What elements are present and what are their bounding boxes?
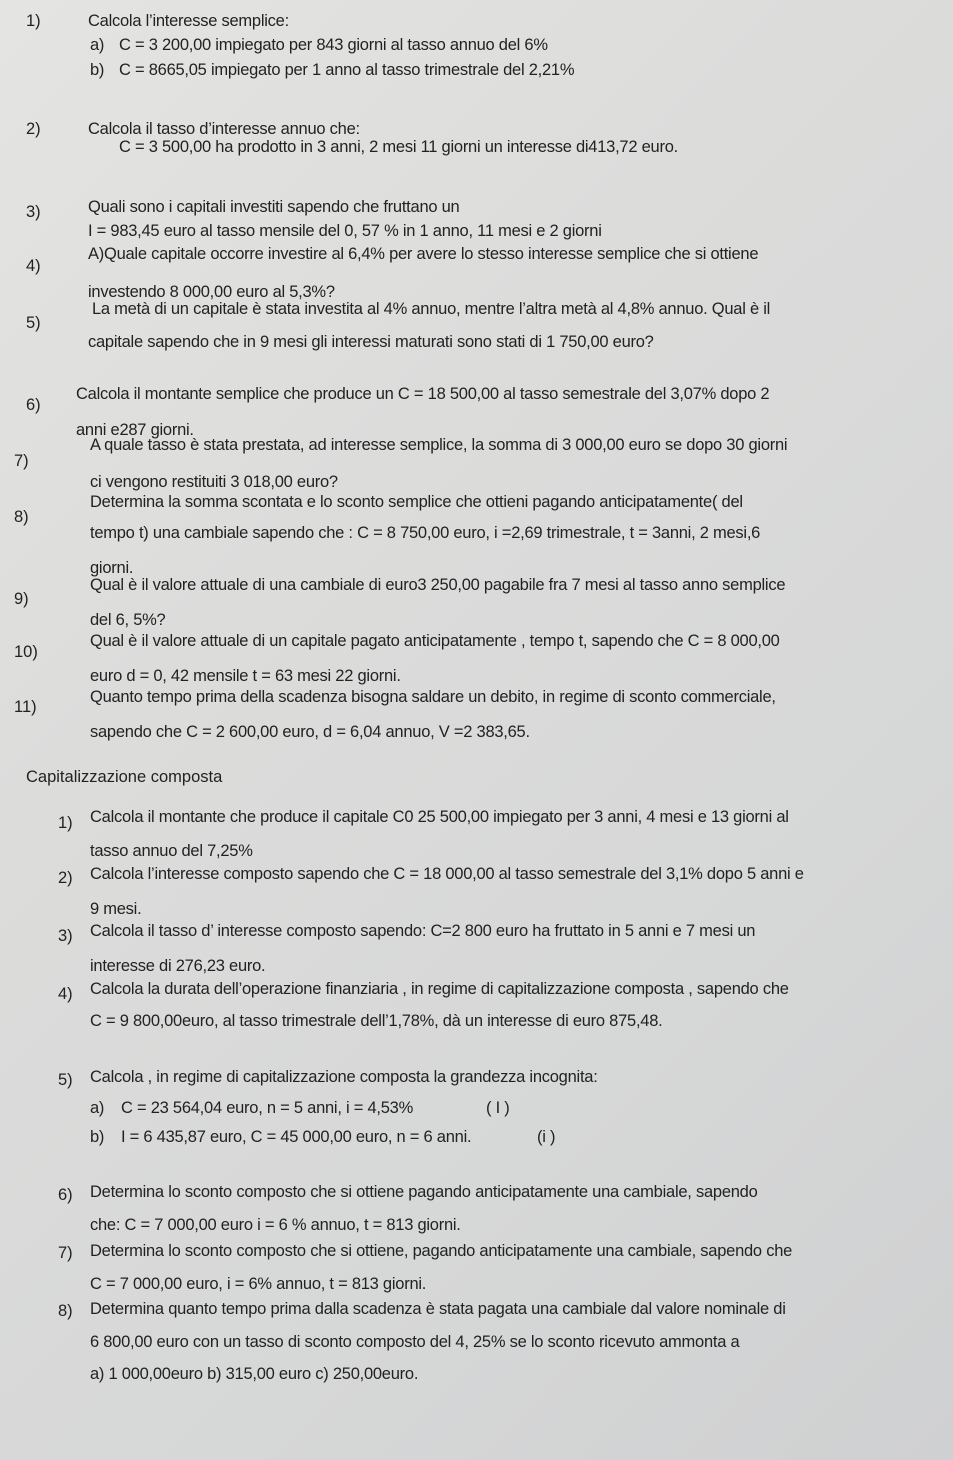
exercise-text: sapendo che C = 2 600,00 euro, d = 6,04 annuo, V =2 383,65. <box>90 723 530 741</box>
exercise-number: 2) <box>26 120 41 138</box>
sub-tag: ( I ) <box>486 1099 510 1117</box>
exercise-text: Calcola la durata dell’operazione finanziaria , in regime di capitalizzazione composta , sapendo che <box>90 980 789 998</box>
sub-text: C = 8665,05 impiegato per 1 anno al tasso trimestrale del 2,21% <box>119 61 575 79</box>
exercise-text: tasso annuo del 7,25% <box>90 842 253 860</box>
exercise-text: Qual è il valore attuale di un capitale pagato anticipatamente , tempo t, sapendo che C = 8 000,00 <box>90 632 780 650</box>
exercise-number: 8) <box>58 1302 73 1320</box>
sub-tag: (i ) <box>537 1128 556 1146</box>
exercise-number: 9) <box>14 590 29 608</box>
exercise-number: 7) <box>14 452 29 470</box>
exercise-number: 3) <box>26 203 41 221</box>
exercise-text: investendo 8 000,00 euro al 5,3%? <box>88 283 335 301</box>
exercise-text: C = 9 800,00euro, al tasso trimestrale dell’1,78%, dà un interesse di euro 875,48. <box>90 1012 663 1030</box>
exercise-text: Calcola l’interesse composto sapendo che C = 18 000,00 al tasso semestrale del 3,1% dopo 5 anni e <box>90 865 804 883</box>
exercise-number: 5) <box>26 314 41 332</box>
exercise-text: Determina lo sconto composto che si ottiene pagando anticipatamente una cambiale, sapendo <box>90 1183 758 1201</box>
exercise-text: Calcola il tasso d’ interesse composto sapendo: C=2 800 euro ha fruttato in 5 anni e 7 mesi un <box>90 922 756 940</box>
exercise-text: ci vengono restituiti 3 018,00 euro? <box>90 473 338 491</box>
exercise-number: 4) <box>58 985 73 1003</box>
sub-label: b) <box>90 1128 105 1146</box>
exercise-text: Quanto tempo prima della scadenza bisogna saldare un debito, in regime di sconto commerciale, <box>90 688 776 706</box>
exercise-text: Calcola il tasso d’interesse annuo che: <box>88 120 360 138</box>
exercise-text: Calcola , in regime di capitalizzazione composta la grandezza incognita: <box>90 1068 598 1086</box>
sub-label: a) <box>90 1099 105 1117</box>
exercise-text: Calcola l’interesse semplice: <box>88 12 289 30</box>
exercise-text: C = 7 000,00 euro, i = 6% annuo, t = 813 giorni. <box>90 1275 427 1293</box>
exercise-number: 5) <box>58 1071 73 1089</box>
sub-text: C = 3 200,00 impiegato per 843 giorni al tasso annuo del 6% <box>119 36 548 54</box>
exercise-text: Determina la somma scontata e lo sconto semplice che ottieni pagando anticipatamente( del <box>90 493 743 511</box>
exercise-text: La metà di un capitale è stata investita al 4% annuo, mentre l’altra metà al 4,8% annuo. Qual è il <box>92 300 771 318</box>
exercise-number: 8) <box>14 508 29 526</box>
exercise-number: 7) <box>58 1244 73 1262</box>
exercise-number: 10) <box>14 643 38 661</box>
exercise-number: 6) <box>26 396 41 414</box>
exercise-text: Determina lo sconto composto che si ottiene, pagando anticipatamente una cambiale, sapendo che <box>90 1242 793 1260</box>
exercise-number: 1) <box>26 12 41 30</box>
exercise-text: 6 800,00 euro con un tasso di sconto composto del 4, 25% se lo sconto ricevuto ammonta a <box>90 1333 740 1351</box>
exercise-text: interesse di 276,23 euro. <box>90 957 266 975</box>
exercise-text: euro d = 0, 42 mensile t = 63 mesi 22 giorni. <box>90 667 401 685</box>
exercise-text: Calcola il montante che produce il capitale C0 25 500,00 impiegato per 3 anni, 4 mesi e 13 giorni al <box>90 808 789 826</box>
exercise-number: 11) <box>14 698 37 716</box>
exercise-text: A)Quale capitale occorre investire al 6,4% per avere lo stesso interesse semplice che si ottiene <box>88 245 759 263</box>
exercise-text: Determina quanto tempo prima dalla scadenza è stata pagata una cambiale dal valore nominale di <box>90 1300 786 1318</box>
exercise-text: I = 983,45 euro al tasso mensile del 0, 57 % in 1 anno, 11 mesi e 2 giorni <box>88 222 602 240</box>
exercise-text: 9 mesi. <box>90 900 142 918</box>
exercise-number: 4) <box>26 257 41 275</box>
exercise-text: C = 3 500,00 ha prodotto in 3 anni, 2 mesi 11 giorni un interesse di413,72 euro. <box>119 138 678 156</box>
exercise-number: 1) <box>58 814 73 832</box>
exercise-text: del 6, 5%? <box>90 611 166 629</box>
exercise-text: che: C = 7 000,00 euro i = 6 % annuo, t = 813 giorni. <box>90 1216 461 1234</box>
exercise-number: 3) <box>58 927 73 945</box>
exercise-text: Quali sono i capitali investiti sapendo che fruttano un <box>88 198 460 216</box>
exercise-text: capitale sapendo che in 9 mesi gli interessi maturati sono stati di 1 750,00 euro? <box>88 333 654 351</box>
exercise-text: A quale tasso è stata prestata, ad interesse semplice, la somma di 3 000,00 euro se dopo 30 giorni <box>90 436 788 454</box>
sub-label: a) <box>90 36 105 54</box>
exercise-number: 2) <box>58 869 73 887</box>
exercise-text: giorni. <box>90 559 134 577</box>
sub-label: b) <box>90 61 105 79</box>
section-title: Capitalizzazione composta <box>26 768 223 786</box>
exercise-text: Qual è il valore attuale di una cambiale di euro3 250,00 pagabile fra 7 mesi al tasso anno semplice <box>90 576 786 594</box>
exercise-number: 6) <box>58 1186 73 1204</box>
exercise-text: anni e287 giorni. <box>76 421 194 439</box>
sub-text: C = 23 564,04 euro, n = 5 anni, i = 4,53% <box>121 1099 414 1117</box>
exercise-text: tempo t) una cambiale sapendo che : C = 8 750,00 euro, i =2,69 trimestrale, t = 3anni, 2 mesi,6 <box>90 524 761 542</box>
exercise-text: Calcola il montante semplice che produce un C = 18 500,00 al tasso semestrale del 3,07% dopo 2 <box>76 385 770 403</box>
exercise-answer-options: a) 1 000,00euro b) 315,00 euro c) 250,00euro. <box>90 1365 419 1383</box>
sub-text: I = 6 435,87 euro, C = 45 000,00 euro, n = 6 anni. <box>121 1128 472 1146</box>
